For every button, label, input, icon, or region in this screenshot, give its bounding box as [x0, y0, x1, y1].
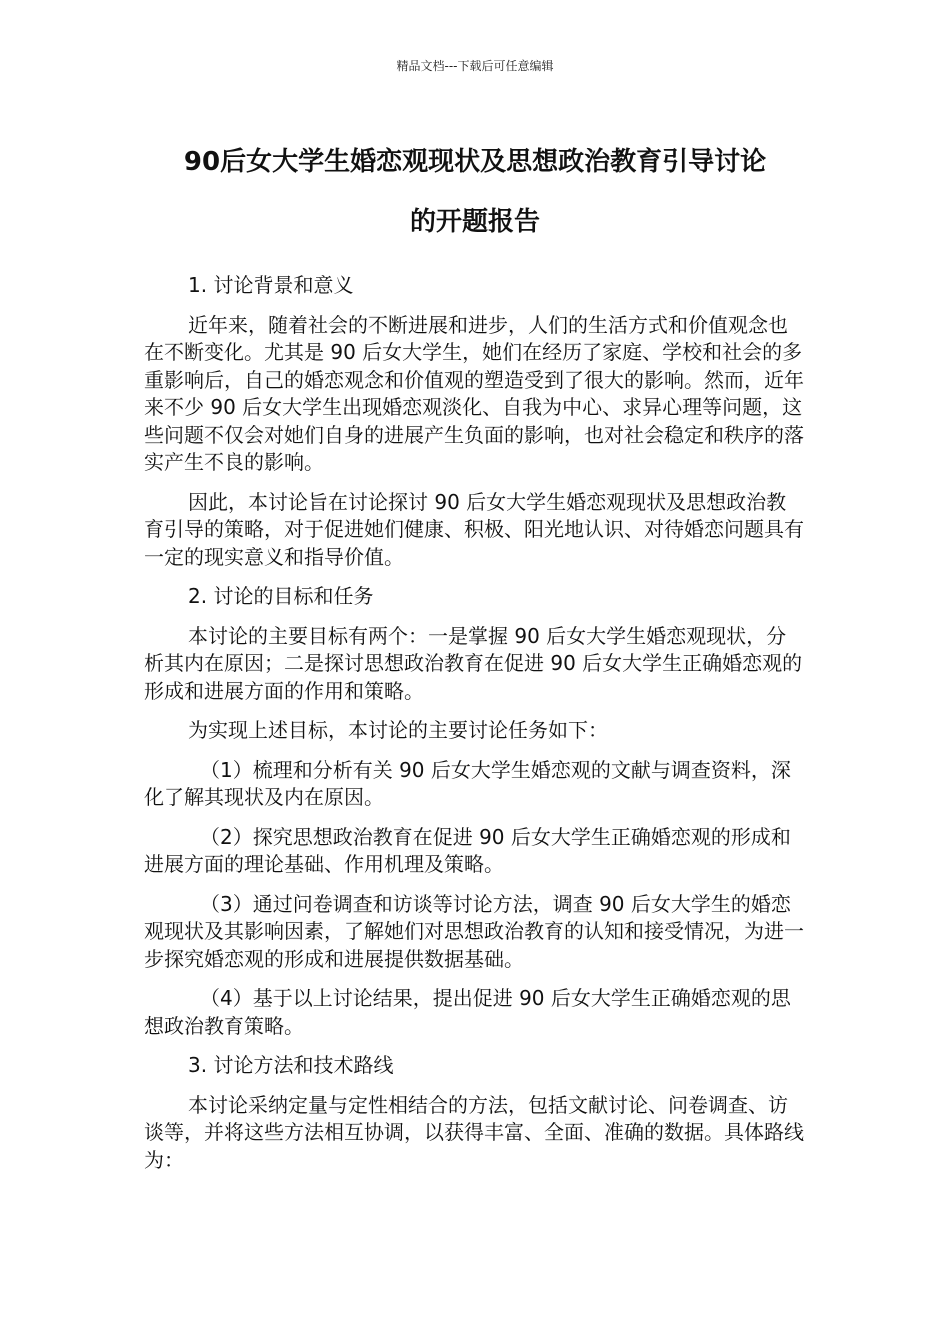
task-item-3: （3）通过问卷调查和访谈等讨论方法，调查 90 后女大学生的婚恋观现状及其影响因素，了解她们对思想政治教育的认知和接受情况，为进一步探究婚恋观的形成和进展提供数据基础。 — [144, 891, 804, 971]
paragraph-background-1: 近年来，随着社会的不断进展和进步，人们的生活方式和价值观念也在不断变化。尤其是 90 后女大学生，她们在经历了家庭、学校和社会的多重影响后，自己的婚恋观念和价值观的塑造受到了很大的影响。然而，近年来不少 90 后女大学生出现婚恋观淡化、自我为中心、求异心理等问题，这些问题不仅会对她们自身的进展产生负面的影响，也对社会稳定和秩序的落实产生不良的影响。 — [144, 312, 804, 474]
document-body — [144, 272, 806, 1186]
header-note: 精品文档---下载后可任意编辑 — [396, 59, 554, 73]
task-item-4: （4）基于以上讨论结果，提出促进 90 后女大学生正确婚恋观的思想政治教育策略。 — [144, 986, 791, 1038]
task-item-1: （1）梳理和分析有关 90 后女大学生婚恋观的文献与调查资料，深化了解其现状及内在原因。 — [144, 757, 791, 809]
section-heading-3: 3. 讨论方法和技术路线 — [188, 1053, 394, 1077]
title-line-1: 90后女大学生婚恋观现状及思想政治教育引导讨论 — [183, 147, 767, 177]
paragraph-background-2: 因此，本讨论旨在讨论探讨 90 后女大学生婚恋观现状及思想政治教育引导的策略，对于促进她们健康、积极、阳光地认识、对待婚恋问题具有一定的现实意义和指导价值。 — [144, 489, 804, 569]
document-title — [143, 132, 807, 252]
paragraph-tasks-intro: 为实现上述目标，本讨论的主要讨论任务如下： — [188, 718, 608, 742]
section-heading-1: 1. 讨论背景和意义 — [188, 273, 354, 297]
task-item-2: （2）探究思想政治教育在促进 90 后女大学生正确婚恋观的形成和进展方面的理论基础、作用机理及策略。 — [144, 824, 791, 876]
paragraph-methods: 本讨论采纳定量与定性相结合的方法，包括文献讨论、问卷调查、访谈等，并将这些方法相互协调，以获得丰富、全面、准确的数据。具体路线为： — [144, 1092, 804, 1172]
title-line-2: 的开题报告 — [409, 207, 540, 237]
paragraph-goals: 本讨论的主要目标有两个：一是掌握 90 后女大学生婚恋观现状，分析其内在原因；二是探讨思想政治教育在促进 90 后女大学生正确婚恋观的形成和进展方面的作用和策略。 — [144, 623, 803, 703]
section-heading-2: 2. 讨论的目标和任务 — [188, 584, 374, 608]
